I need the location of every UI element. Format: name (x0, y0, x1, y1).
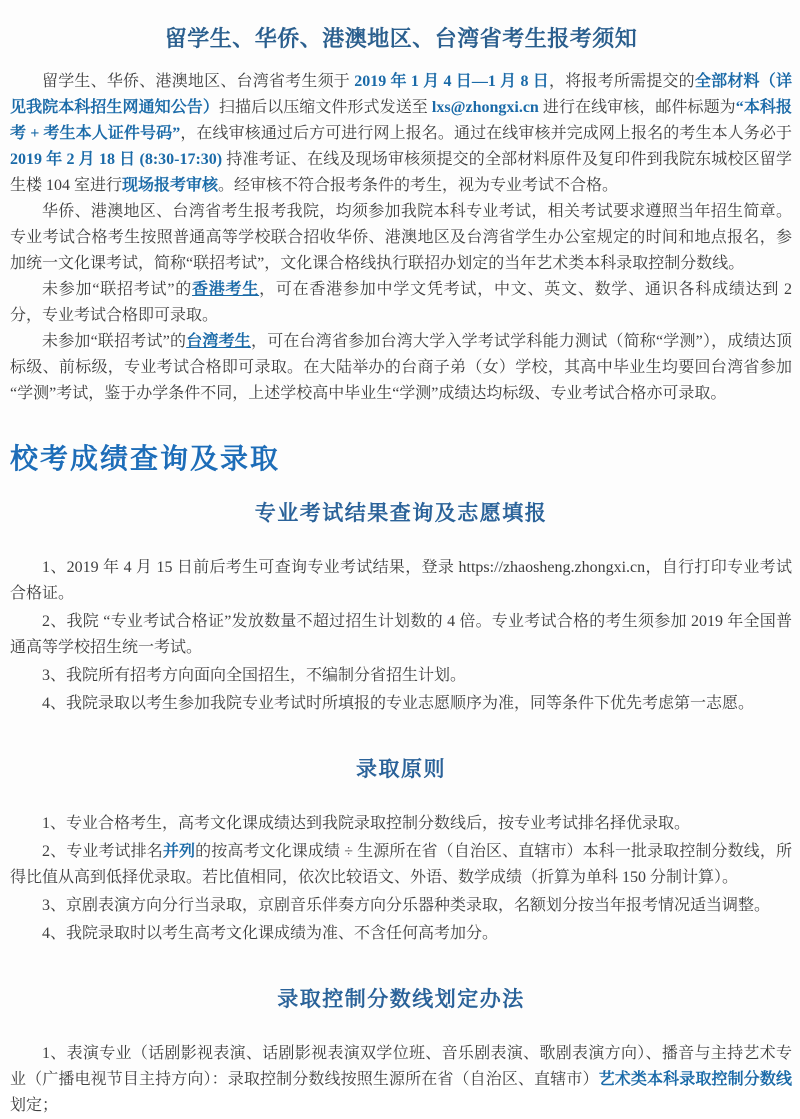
list-item (10, 893, 792, 919)
list-item (10, 921, 792, 947)
results-section (10, 497, 792, 1119)
text-run: 1、专业合格考生，高考文化课成绩达到我院录取控制分数线后，按专业考试排名择优录取。 (42, 815, 691, 832)
text-run: ，自行打印专业考试合格证。 (10, 559, 792, 602)
taiwan-candidates-highlight: 台湾考生 (186, 333, 251, 350)
text-run: ，可在台湾省参加台湾大学入学考试学科能力测试（简称“学测”），成绩达顶标级、前标级，专业考试合格即可录取。在大陆举办的台商子弟（女）学校，其高中毕业生均要回台湾省参加“学测”考试，鉴于办学条件不同，上述学校高中毕业生“学测”成绩达均标级、专业考试合格亦可录取。 (10, 333, 792, 402)
list-item (10, 609, 792, 661)
notice-paragraph (10, 199, 792, 277)
section-heading-exam-results: 校考成绩查询及录取 (10, 443, 281, 474)
hongkong-candidates-highlight: 香港考生 (191, 281, 260, 298)
text-run: 2、我院 “专业考试合格证”发放数量不超过招生计划数的 4 倍。专业考试合格的考生须参加 2019 年全国普通高等学校招生统一考试。 (10, 613, 792, 656)
document-title: 留学生、华侨、港澳地区、台湾省考生报考须知 (164, 26, 638, 51)
list-item (10, 555, 792, 607)
notice-section (10, 69, 792, 407)
subsection-2 (10, 983, 792, 1119)
subsection-items (10, 811, 792, 947)
text-run: 未参加“联招考试”的 (42, 333, 187, 350)
email-address: lxs@zhongxi.cn (431, 99, 539, 116)
subsection-heading: 专业考试结果查询及志愿填报 (254, 501, 548, 525)
text-run: 划定； (10, 1097, 59, 1114)
text-run: 4、我院录取以考生参加我院专业考试时所填报的专业志愿顺序为准，同等条件下优先考虑第一志愿。 (42, 695, 755, 712)
results-url: https://zhaosheng.zhongxi.cn (458, 559, 646, 576)
text-run: 3、京剧表演方向分行当录取，京剧音乐伴奏方向分乐器种类录取，名额划分按当年报考情况适当调整。 (42, 897, 771, 914)
text-run: 扫描后以压缩文件形式发送至 (218, 99, 432, 116)
text-run: 留学生、华侨、港澳地区、台湾省考生须于 (42, 73, 355, 90)
subsection-items (10, 555, 792, 717)
subsection-1 (10, 753, 792, 947)
tied-ranking-highlight: 并列 (162, 843, 196, 860)
text-run: ，将报考所需提交的 (548, 73, 695, 90)
text-run: 3、我院所有招考方向面向全国招生，不编制分省招生计划。 (42, 667, 467, 684)
text-run: 持准考证、在线及现场审核须提交的全部材料原件及复印件到我院东城校区留学生楼 104 室进行 (10, 151, 792, 194)
list-item (10, 1041, 792, 1119)
text-run: ，可在香港参加中学文凭考试，中文、英文、数学、通识各科成绩达到 2 分，专业考试合格即可录取。 (10, 281, 792, 324)
text-run: 1、2019 年 4 月 15 日前后考生可查询专业考试结果，登录 (42, 559, 459, 576)
list-item (10, 839, 792, 891)
all-materials-highlight: 全部材料（详见我院本科招生网通知公告） (10, 73, 792, 116)
notice-paragraph (10, 277, 792, 329)
text-run: 2、专业考试排名 (42, 843, 163, 860)
subsection-0 (10, 497, 792, 717)
text-run: 未参加“联招考试”的 (42, 281, 192, 298)
onsite-review-highlight: 现场报考审核 (122, 177, 219, 194)
notice-paragraph (10, 69, 792, 199)
list-item (10, 691, 792, 717)
text-run: 进行在线审核，邮件标题为 (538, 99, 736, 116)
text-run: 1、表演专业（话剧影视表演、话剧影视表演双学位班、音乐剧表演、歌剧表演方向）、播音与主持艺术专业（广播电视节目主持方向）：录取控制分数线按照生源所在省（自治区、直辖市） (10, 1045, 792, 1088)
text-run: 4、我院录取时以考生高考文化课成绩为准、不含任何高考加分。 (42, 925, 499, 942)
onsite-review-date-highlight: 2019 年 2 月 18 日 (8:30-17:30) (10, 151, 223, 168)
text-run: 华侨、港澳地区、台湾省考生报考我院，均须参加我院本科专业考试，相关考试要求遵照当年招生简章。专业考试合格考生按照普通高等学校联合招收华侨、港澳地区及台湾省学生办公室规定的时间和地点报名，参加统一文化课考试，简称“联招考试”，文化课合格线执行联招办划定的当年艺术类本科录取控制分数线。 (10, 203, 792, 272)
text-run: 的按高考文化课成绩 ÷ 生源所在省（自治区、直辖市）本科一批录取控制分数线，所得比值从高到低择优录取。若比值相同，依次比较语文、外语、数学成绩（折算为单科 150 分制计算）。 (10, 843, 792, 886)
subsection-items (10, 1041, 792, 1119)
text-run: 。经审核不符合报考条件的考生，视为专业考试不合格。 (218, 177, 619, 194)
list-item (10, 811, 792, 837)
subsection-heading: 录取控制分数线划定办法 (277, 987, 525, 1011)
list-item (10, 663, 792, 689)
notice-paragraph (10, 329, 792, 407)
email-subject-highlight: “本科报考 + 考生本人证件号码” (10, 99, 792, 142)
art-score-line-highlight: 艺术类本科录取控制分数线 (598, 1071, 792, 1088)
subsection-heading: 录取原则 (356, 757, 446, 781)
submission-date-range-highlight: 2019 年 1 月 4 日—1 月 8 日 (354, 73, 549, 90)
text-run: ，在线审核通过后方可进行网上报名。通过在线审核并完成网上报名的考生本人务必于 (180, 125, 792, 142)
